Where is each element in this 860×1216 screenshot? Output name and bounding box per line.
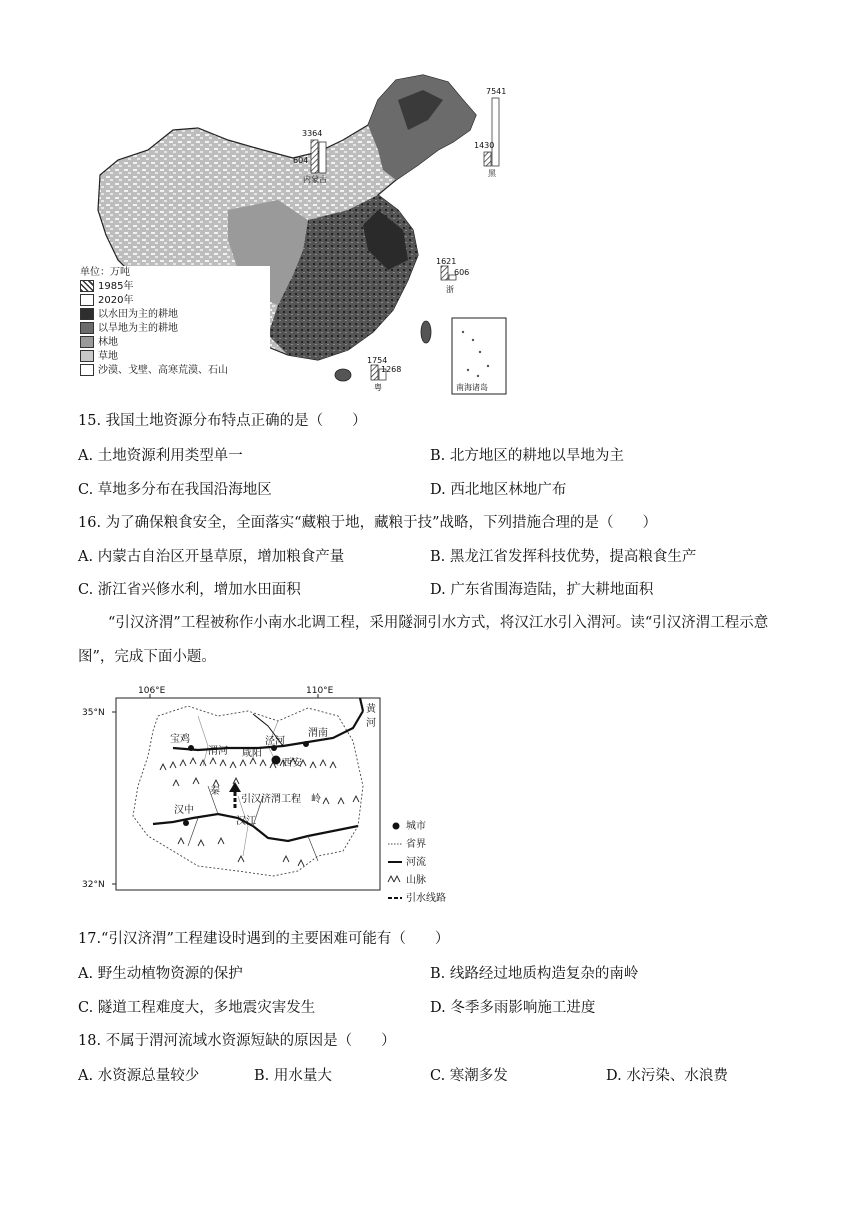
q16-option-b[interactable]: B. 黑龙江省发挥科技优势，提高粮食生产	[430, 549, 697, 565]
project-map-graphic	[78, 686, 458, 904]
q17-option-d[interactable]: D. 冬季多雨影响施工进度	[430, 1000, 596, 1016]
label-xianyang: 咸阳	[242, 748, 262, 759]
legend-label: 以旱地为主的耕地	[98, 323, 178, 334]
legend-label: 沙漠、戈壁、高寒荒漠、石山	[98, 365, 228, 376]
legend-city: 城市	[406, 821, 426, 832]
neimenggu-label: 内蒙古	[303, 175, 327, 184]
hei-2020-value: 7541	[486, 87, 507, 96]
hatch-swatch	[80, 280, 94, 292]
legend-label: 1985年	[98, 281, 134, 292]
zhe-1985-value: 1621	[436, 257, 457, 266]
zhe-2020-value: 606	[454, 268, 470, 277]
inset-label: 南海诸岛	[456, 383, 488, 392]
label-hanzhong: 汉中	[174, 805, 194, 816]
label-hanjiang: 汉江	[236, 816, 256, 827]
legend-item	[80, 364, 270, 378]
q16-option-d[interactable]: D. 广东省围海造陆，扩大耕地面积	[430, 582, 654, 598]
q18-stem: 18. 不属于渭河流域水资源短缺的原因是（ ）	[78, 1033, 396, 1049]
legend-label: 2020年	[98, 295, 134, 306]
hei-label: 黑	[488, 169, 496, 178]
white-swatch	[80, 294, 94, 306]
intro-paragraph: “引汉济渭”工程被称作小南水北调工程，采用隧洞引水方式，将汉江水引入渭河。读“引汉济渭工程示意图”，完成下面小题。	[78, 615, 769, 665]
label-baoji: 宝鸡	[170, 734, 190, 745]
q15-stem: 15. 我国土地资源分布特点正确的是（ ）	[78, 413, 367, 429]
lat-35: 35°N	[82, 708, 105, 718]
label-weihe: 渭河	[208, 746, 228, 757]
dryland-swatch	[80, 322, 94, 334]
bar-group-zhe	[436, 257, 469, 294]
q15-option-a[interactable]: A. 土地资源利用类型单一	[78, 448, 243, 464]
neimenggu-1985-value: 604	[293, 156, 309, 165]
yinhan-jiwei-map	[78, 686, 458, 904]
legend-mountain: 山脉	[406, 875, 426, 886]
label-project: 引汉济渭工程	[241, 794, 301, 805]
lon-106: 106°E	[138, 686, 166, 696]
grass-swatch	[80, 350, 94, 362]
legend-item	[80, 308, 270, 322]
legend-item	[80, 322, 270, 336]
bar-group-hei	[474, 87, 506, 178]
legend-label: 以水田为主的耕地	[98, 309, 178, 320]
legend-river: 河流	[406, 857, 426, 868]
legend-item	[80, 336, 270, 350]
q15-option-d[interactable]: D. 西北地区林地广布	[430, 482, 567, 498]
yue-label: 粤	[374, 383, 382, 392]
lon-110: 110°E	[306, 686, 334, 696]
legend-item	[80, 280, 270, 294]
label-huanghe-2: 河	[366, 718, 376, 729]
legend-item	[80, 350, 270, 364]
q16-option-a[interactable]: A. 内蒙古自治区开垦草原，增加粮食产量	[78, 549, 345, 565]
label-jinghe: 泾河	[265, 736, 285, 747]
legend-border: 省界	[406, 839, 426, 850]
map2-legend	[388, 819, 446, 904]
q18-option-b[interactable]: B. 用水量大	[254, 1068, 332, 1084]
q15-option-b[interactable]: B. 北方地区的耕地以旱地为主	[430, 448, 624, 464]
q15-option-c[interactable]: C. 草地多分布在我国沿海地区	[78, 482, 272, 498]
legend-route: 引水线路	[406, 893, 446, 904]
label-xian: 西安	[282, 758, 302, 769]
map1-legend	[80, 266, 270, 378]
q17-option-a[interactable]: A. 野生动植物资源的保护	[78, 966, 243, 982]
q18-option-d[interactable]: D. 水污染、水浪费	[606, 1068, 728, 1084]
q17-option-b[interactable]: B. 线路经过地质构造复杂的南岭	[430, 966, 639, 982]
q17-option-c[interactable]: C. 隧道工程难度大，多地震灾害发生	[78, 1000, 316, 1016]
legend-unit: 单位：万吨	[80, 267, 130, 278]
hei-1985-value: 1430	[474, 141, 495, 150]
zhe-label: 浙	[446, 285, 454, 294]
label-ling: 岭	[311, 794, 321, 805]
land-resource-map	[78, 70, 510, 398]
yue-2020-value: 1268	[381, 365, 402, 374]
desert-swatch	[80, 364, 94, 376]
legend-item	[80, 294, 270, 308]
legend-label: 林地	[98, 337, 118, 348]
q17-stem: 17.“引汉济渭”工程建设时遇到的主要困难可能有（ ）	[78, 931, 450, 947]
lat-32: 32°N	[82, 880, 105, 890]
legend-label: 草地	[98, 351, 118, 362]
q18-option-a[interactable]: A. 水资源总量较少	[78, 1068, 200, 1084]
q16-option-c[interactable]: C. 浙江省兴修水利，增加水田面积	[78, 582, 301, 598]
q16-stem: 16. 为了确保粮食安全，全面落实“藏粮于地，藏粮于技”战略，下列措施合理的是（ ）	[78, 515, 657, 531]
neimenggu-2020-value: 3364	[302, 129, 323, 138]
yue-1985-value: 1754	[367, 356, 388, 365]
label-huanghe-1: 黄	[366, 704, 376, 715]
q18-option-c[interactable]: C. 寒潮多发	[430, 1068, 508, 1084]
label-weinan: 渭南	[308, 728, 328, 739]
label-qin: 秦	[210, 786, 220, 797]
bar-group-yue	[367, 356, 401, 392]
paddy-swatch	[80, 308, 94, 320]
forest-swatch	[80, 336, 94, 348]
